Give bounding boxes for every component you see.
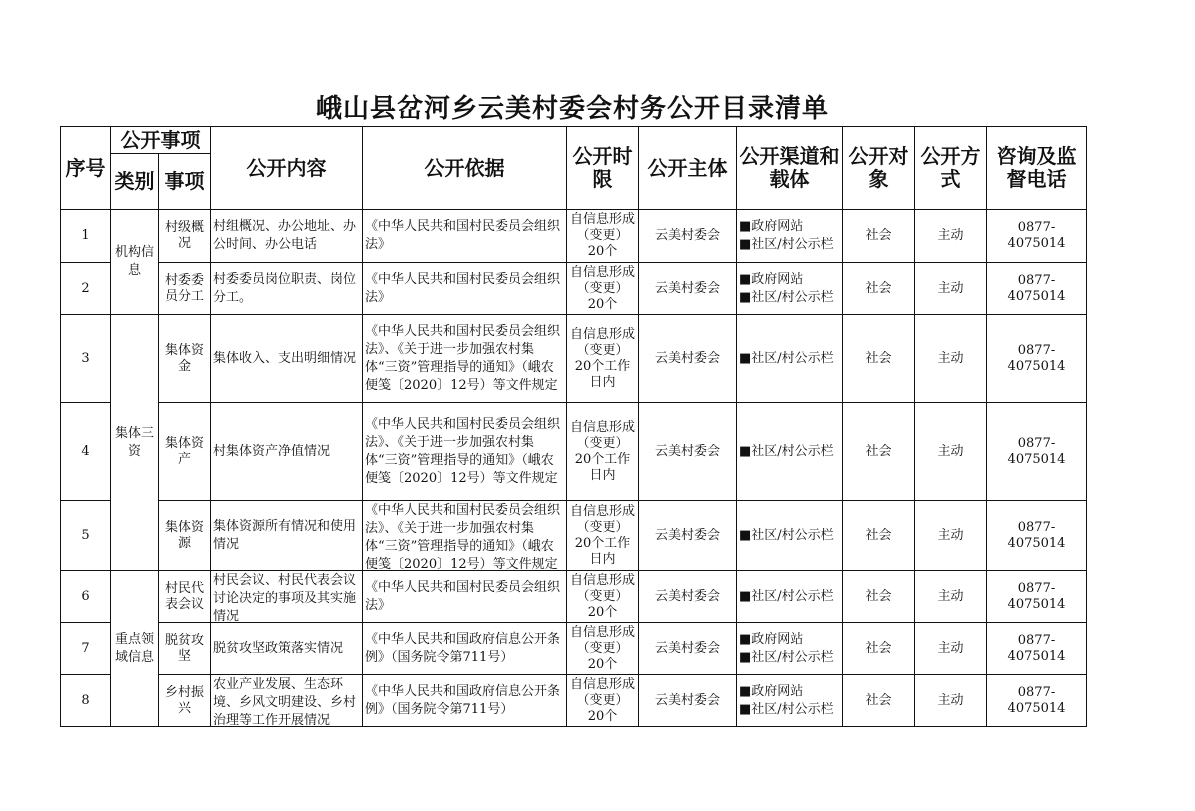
header-items-group: 公开事项 [111,127,211,154]
subject-cell: 云美村委会 [639,210,737,263]
channel-cell: ■社区/村公示栏 [737,315,843,403]
content-cell: 村集体资产净值情况 [211,403,363,501]
basis-cell: 《中华人民共和国村民委员会组织法》、《关于进一步加强农村集体“三资”管理指导的通知》（峨农便笺〔2020〕12号）等文件规定 [363,501,567,571]
seq-cell: 8 [61,675,111,727]
item-cell: 集体资源 [159,501,211,571]
catalog-table [60,126,1087,727]
channel-cell: ■社区/村公示栏 [737,403,843,501]
table-row [61,675,1087,727]
header-channel: 公开渠道和载体 [737,127,843,210]
time-limit-cell: 自信息形成（变更）20个 [567,675,639,727]
target-cell: 社会 [843,210,915,263]
target-cell: 社会 [843,263,915,315]
seq-cell: 7 [61,623,111,675]
item-cell: 乡村振兴 [159,675,211,727]
time-limit-cell: 自信息形成（变更）20个 [567,263,639,315]
content-cell: 村委委员岗位职责、岗位分工。 [211,263,363,315]
table-row [61,501,1087,571]
target-cell: 社会 [843,501,915,571]
content-cell: 村组概况、办公地址、办公时间、办公电话 [211,210,363,263]
target-cell: 社会 [843,403,915,501]
method-cell: 主动 [915,315,987,403]
header-basis: 公开依据 [363,127,567,210]
category-cell: 重点领域信息 [111,571,159,727]
item-cell: 脱贫攻坚 [159,623,211,675]
header-phone: 咨询及监督电话 [987,127,1087,210]
phone-cell: 0877-4075014 [987,315,1087,403]
header-target: 公开对象 [843,127,915,210]
header-seq: 序号 [61,127,111,210]
method-cell: 主动 [915,571,987,623]
subject-cell: 云美村委会 [639,675,737,727]
channel-cell: ■政府网站 ■社区/村公示栏 [737,623,843,675]
header-item: 事项 [159,154,211,210]
target-cell: 社会 [843,623,915,675]
content-cell: 集体收入、支出明细情况 [211,315,363,403]
target-cell: 社会 [843,315,915,403]
item-cell: 集体资产 [159,403,211,501]
item-cell: 村级概况 [159,210,211,263]
basis-cell: 《中华人民共和国村民委员会组织法》 [363,210,567,263]
category-cell: 机构信息 [111,210,159,315]
header-method: 公开方式 [915,127,987,210]
target-cell: 社会 [843,675,915,727]
table-row [61,403,1087,501]
time-limit-cell: 自信息形成（变更）20个 [567,623,639,675]
channel-cell: ■社区/村公示栏 [737,571,843,623]
subject-cell: 云美村委会 [639,263,737,315]
method-cell: 主动 [915,675,987,727]
basis-cell: 《中华人民共和国村民委员会组织法》、《关于进一步加强农村集体“三资”管理指导的通知》（峨农便笺〔2020〕12号）等文件规定 [363,315,567,403]
table-row [61,263,1087,315]
time-limit-cell: 自信息形成（变更）20个工作日内 [567,501,639,571]
basis-cell: 《中华人民共和国村民委员会组织法》 [363,263,567,315]
method-cell: 主动 [915,403,987,501]
category-cell: 集体三资 [111,315,159,571]
time-limit-cell: 自信息形成（变更）20个 [567,571,639,623]
page-title: 峨山县岔河乡云美村委会村务公开目录清单 [315,94,829,124]
subject-cell: 云美村委会 [639,571,737,623]
header-content: 公开内容 [211,127,363,210]
header-time-limit: 公开时限 [567,127,639,210]
subject-cell: 云美村委会 [639,623,737,675]
header-category: 类别 [111,154,159,210]
table-row [61,571,1087,623]
channel-cell: ■政府网站 ■社区/村公示栏 [737,263,843,315]
time-limit-cell: 自信息形成（变更）20个 [567,210,639,263]
item-cell: 集体资金 [159,315,211,403]
seq-cell: 6 [61,571,111,623]
basis-cell: 《中华人民共和国政府信息公开条例》（国务院令第711号） [363,675,567,727]
table-row [61,315,1087,403]
phone-cell: 0877-4075014 [987,263,1087,315]
subject-cell: 云美村委会 [639,403,737,501]
item-cell: 村委委员分工 [159,263,211,315]
method-cell: 主动 [915,623,987,675]
time-limit-cell: 自信息形成（变更）20个工作日内 [567,315,639,403]
phone-cell: 0877-4075014 [987,623,1087,675]
method-cell: 主动 [915,210,987,263]
phone-cell: 0877-4075014 [987,210,1087,263]
header-subject: 公开主体 [639,127,737,210]
table-row [61,210,1087,263]
item-cell: 村民代表会议 [159,571,211,623]
content-cell: 脱贫攻坚政策落实情况 [211,623,363,675]
seq-cell: 1 [61,210,111,263]
phone-cell: 0877-4075014 [987,403,1087,501]
phone-cell: 0877-4075014 [987,501,1087,571]
basis-cell: 《中华人民共和国政府信息公开条例》（国务院令第711号） [363,623,567,675]
time-limit-cell: 自信息形成（变更）20个工作日内 [567,403,639,501]
seq-cell: 4 [61,403,111,501]
method-cell: 主动 [915,501,987,571]
seq-cell: 2 [61,263,111,315]
phone-cell: 0877-4075014 [987,571,1087,623]
method-cell: 主动 [915,263,987,315]
channel-cell: ■政府网站 ■社区/村公示栏 [737,210,843,263]
basis-cell: 《中华人民共和国村民委员会组织法》 [363,571,567,623]
seq-cell: 5 [61,501,111,571]
table-row [61,623,1087,675]
subject-cell: 云美村委会 [639,315,737,403]
basis-cell: 《中华人民共和国村民委员会组织法》、《关于进一步加强农村集体“三资”管理指导的通知》（峨农便笺〔2020〕12号）等文件规定 [363,403,567,501]
subject-cell: 云美村委会 [639,501,737,571]
phone-cell: 0877-4075014 [987,675,1087,727]
channel-cell: ■社区/村公示栏 [737,501,843,571]
seq-cell: 3 [61,315,111,403]
content-cell: 村民会议、村民代表会议讨论决定的事项及其实施情况 [211,571,363,623]
target-cell: 社会 [843,571,915,623]
content-cell: 农业产业发展、生态环境、乡风文明建设、乡村治理等工作开展情况 [211,675,363,727]
channel-cell: ■政府网站 ■社区/村公示栏 [737,675,843,727]
content-cell: 集体资源所有情况和使用情况 [211,501,363,571]
